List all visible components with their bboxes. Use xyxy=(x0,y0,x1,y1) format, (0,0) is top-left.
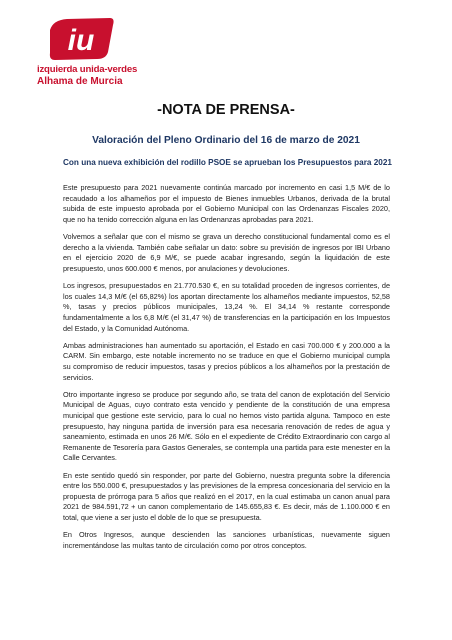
lead-headline: Con una nueva exhibición del rodillo PSOE se aprueban los Presupuestos para 2021 xyxy=(63,158,392,167)
body-paragraph: Volvemos a señalar que con el mismo se grava un derecho constitucional fundamental como es el derecho a la vivienda. También cabe señalar un dato: sobre su previsión de ingresos por IBI Urbano en el ejercicio 2020 de 6,9 M/€, se puede acabar ingresando, según la liquidación de este presupuesto, unos 600.000 € menos, por anulaciones y devoluciones. xyxy=(63,232,390,273)
document-body xyxy=(63,183,390,558)
body-paragraph: En este sentido quedó sin responder, por parte del Gobierno, nuestra pregunta sobre la diferencia entre los 550.000 €, presupuestados y las previsiones de la empresa concesionaria del servicio en la propuesta de prórroga para 5 años que realizó en el 2017, en la cual estimaba un canon anual para 2021 de 984.591,72 + un canon complementario de 145.655,83 €. Es decir, más de 1.100.000 € en total, que viene a ser justo el doble de lo que se presupuesta. xyxy=(63,470,390,523)
iu-logo-icon xyxy=(47,16,117,62)
page-title: -NOTA DE PRENSA- xyxy=(157,102,295,118)
logo-text-town: Alhama de Murcia xyxy=(37,76,123,87)
body-paragraph: Los ingresos, presupuestados en 21.770.530 €, en su totalidad proceden de ingresos corrientes, de los cuales 14,3 M/€ (el 65,82%) los aportan directamente los alhameños mediante impuestos, 52,58 %, tasas y precios públicos municipales, 13,24 %. El 34,14 % restante corresponde fundamentalmente a los 6,8 M/€ (el 31,47 %) de transferencias en la participación en los Impuestos del Estado, y la Comunidad Autónoma. xyxy=(63,281,390,333)
logo-text-party: izquierda unida-verdes xyxy=(37,64,138,75)
party-logo xyxy=(37,16,147,101)
body-paragraph: En Otros Ingresos, aunque descienden las sanciones urbanísticas, nuevamente siguen incrementándose las multas tanto de circulación como por otros conceptos. xyxy=(63,530,390,550)
logo-mark-text: iu xyxy=(67,24,95,57)
body-paragraph: Ambas administraciones han aumentado su aportación, el Estado en casi 700.000 € y 200.000 a la CARM. Sin embargo, este notable incremento no se traduce en que el Gobierno municipal cumpla su compromiso de reducir impuestos, tasas y precios públicos a los alhameños por la prestación de servicios. xyxy=(63,340,390,382)
body-paragraph: Otro importante ingreso se produce por segundo año, se trata del canon de explotación del Servicio Municipal de Aguas, cuyo contrato esta vencido y pendiente de la constitución de una empresa municipal que gestione este servicio, para lo cual no hemos visto partida alguna. Tampoco en este presupuesto, hay ninguna partida de inversión para esa necesaria renovación de redes de agua y saneamiento, estimada en unos 26 M/€. Sólo en el expediente de Crédito Extraordinario con cargo al Remanente de Tesorería para Gastos Generales, se contempla una partida para este menester en la Calle Cervantes. xyxy=(63,389,390,463)
body-paragraph: Este presupuesto para 2021 nuevamente continúa marcado por incremento en casi 1,5 M/€ de lo recaudado a los alhameños por el impuesto de Bienes inmuebles Urbanos, derivada de la brutal subida de este impuesto aprobada por el Gobierno Municipal con las Ordenanzas Fiscales 2020, que no ha tenido corrección alguna en las Ordenanzas aprobadas para 2021. xyxy=(63,183,390,224)
document-subtitle: Valoración del Pleno Ordinario del 16 de marzo de 2021 xyxy=(92,135,360,146)
